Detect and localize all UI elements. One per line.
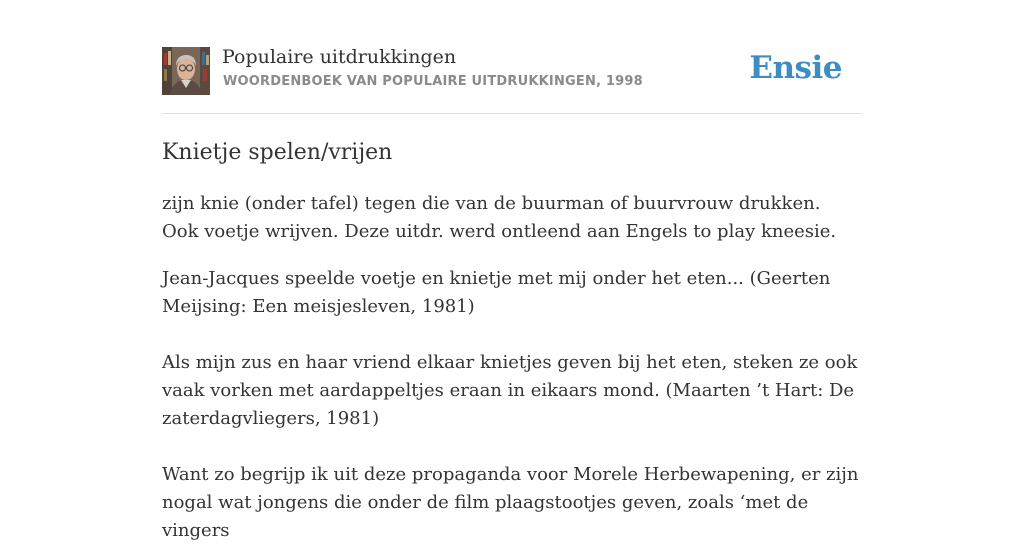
author-portrait-image bbox=[162, 47, 210, 95]
entry-header bbox=[162, 46, 862, 114]
author-avatar[interactable] bbox=[162, 47, 210, 95]
entry-definition: zijn knie (onder tafel) tegen die van de buurman of buurvrouw drukken. Ook voetje wrijven. Deze uitdr. werd ontleend aan Engels to play kneesie. bbox=[162, 193, 837, 242]
ensie-logo-link[interactable]: Ensie bbox=[749, 50, 842, 86]
entry-title: Knietje spelen/vrijen bbox=[162, 140, 393, 165]
quote-item: Als mijn zus en haar vriend elkaar knietjes geven bij het eten, steken ze ook vaak vorken met aardappeltjes eraan in eikaars mond. (Maarten ’t Hart: De zaterdagvliegers, 1981) bbox=[162, 352, 858, 429]
quote-item: Jean-Jacques speelde voetje en knietje met mij onder het eten... (Geerten Meijsing: Een meisjesleven, 1981) bbox=[162, 268, 831, 317]
author-source: WOORDENBOEK VAN POPULAIRE UITDRUKKINGEN, 1998 bbox=[223, 74, 643, 89]
quote-item: Want zo begrijp ik uit deze propaganda voor Morele Herbewapening, er zijn nogal wat jongens die onder de film plaagstootjes geven, zoals ‘met de vingers bbox=[162, 464, 859, 541]
entry-card bbox=[162, 46, 862, 545]
author-name[interactable]: Populaire uitdrukkingen bbox=[222, 46, 457, 68]
